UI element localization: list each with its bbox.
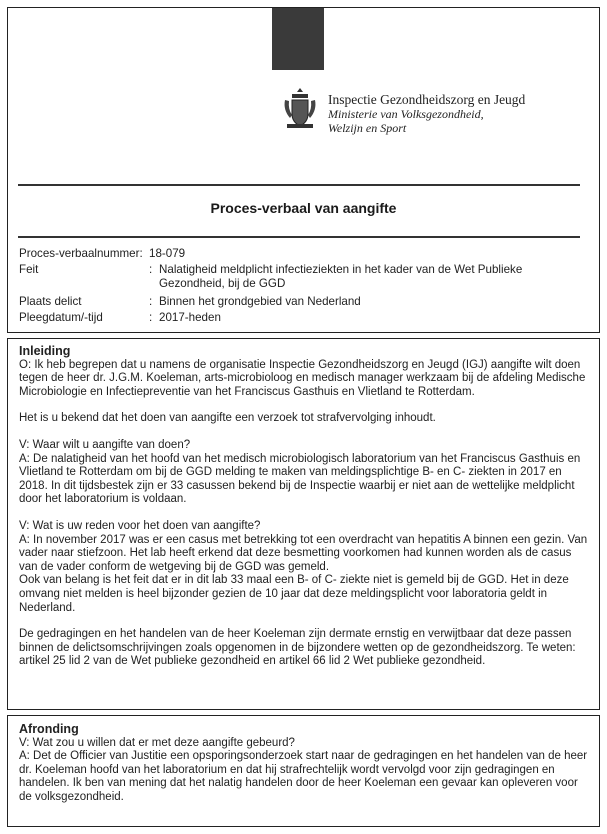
org-line-3: Welzijn en Sport — [328, 121, 407, 135]
afronding-answer: A: Det de Officier van Justitie een opsporingsonderzoek start naar de gedragingen en het handelen van de heer dr. Koeleman hoofd van het laboratorium en dat hij strafrechtelijk wordt vervolgd voor zijn gedragingen en handelen. Ik ben van mening dat het nalatig handelen door de heer Koeleman een gevaar kan opleveren voor de volksgezondheid. — [19, 750, 588, 803]
pleeg-colon: : — [149, 311, 153, 324]
conclusion-paragraph: De gedragingen en het handelen van de heer Koeleman zijn dermate ernstig en verwijtbaar dat deze passen binnen de delictsomschrijvingen zoals opgenomen in de bijzondere wetten op de gezondheidszorg. Te weten: artikel 25 lid 2 van de Wet publieke gezondheid en artikel 66 lid 2 Wet publieke gezondheid. — [19, 628, 576, 668]
inleiding-notice: Het is u bekend dat het doen van aangifte een verzoek tot strafvervolging inhoudt. — [19, 412, 436, 425]
plaats-colon: : — [149, 295, 153, 308]
plaats-value: Binnen het grondgebied van Nederland — [159, 295, 361, 308]
coat-of-arms-icon — [283, 86, 317, 132]
afronding-question: V: Wat zou u willen dat er met deze aangifte gebeurd? — [19, 736, 295, 749]
number-value: 18-079 — [149, 247, 186, 260]
pleeg-label: Pleegdatum/-tijd — [19, 311, 103, 324]
inleiding-heading: Inleiding — [19, 344, 71, 358]
feit-label: Feit — [19, 263, 39, 276]
answer-2-continued: Ook van belang is het feit dat er in dit lab 33 maal een B- of C- ziekte niet is gemeld bij de GGD. Het in deze omvang niet melden is heel bijzonder gezien de 10 jaar dat deze meldingsplicht voor laboratoria geldt in Nederland. — [19, 574, 569, 614]
divider-top — [18, 184, 580, 186]
feit-colon: : — [149, 263, 153, 276]
divider-bottom — [18, 236, 580, 238]
afronding-section — [19, 723, 589, 805]
inleiding-intro: O: Ik heb begrepen dat u namens de organisatie Inspectie Gezondheidszorg en Jeugd (IGJ) aangifte wilt doen tegen de heer dr. J.G.M. Koeleman, arts-microbioloog en medisch manager werkzaam bij de afdeling Medische Microbiologie en Infectiepreventie van het Franciscus Gasthuis en Vlietland te Rotterdam. — [19, 358, 586, 398]
answer-1: A: De nalatigheid van het hoofd van het medisch microbiologisch laboratorium van het Franciscus Gasthuis en Vlietland te Rotterdam om bij de GGD melding te maken van meldingsplichtige B- en C- ziekten in 2017 en 2018. In dit tijdsbestek zijn er 33 casussen bekend bij de Inspectie waarbij er niet aan de wettelijke meldplicht door het laboratorium is voldaan. — [19, 452, 581, 506]
question-1: V: Waar wilt u aangifte van doen? — [19, 438, 191, 451]
number-label: Proces-verbaalnummer: — [19, 247, 143, 260]
pleeg-value: 2017-heden — [159, 311, 221, 324]
answer-2: A: In november 2017 was er een casus met betrekking tot een overdracht van hepatitis A binnen een gezin. Van vader naar stiefzoon. Het lab heeft erkend dat deze besmetting voorkomen had kunnen worden als de casus van de vader conform de wetgeving bij de GGD was gemeld. — [19, 533, 588, 573]
logo-ribbon — [272, 8, 324, 70]
afronding-heading: Afronding — [19, 722, 79, 736]
plaats-label: Plaats delict — [19, 295, 82, 308]
question-2: V: Wat is uw reden voor het doen van aangifte? — [19, 519, 261, 532]
inleiding-section — [19, 345, 589, 669]
org-line-2: Ministerie van Volksgezondheid, — [328, 107, 484, 121]
document-title: Proces-verbaal van aangifte — [210, 200, 397, 216]
organisation-name — [328, 92, 525, 135]
org-line-1: Inspectie Gezondheidszorg en Jeugd — [328, 92, 526, 107]
feit-value: Nalatigheid meldplicht infectieziekten in het kader van de Wet Publieke Gezondheid, bij de GGD — [159, 263, 523, 290]
